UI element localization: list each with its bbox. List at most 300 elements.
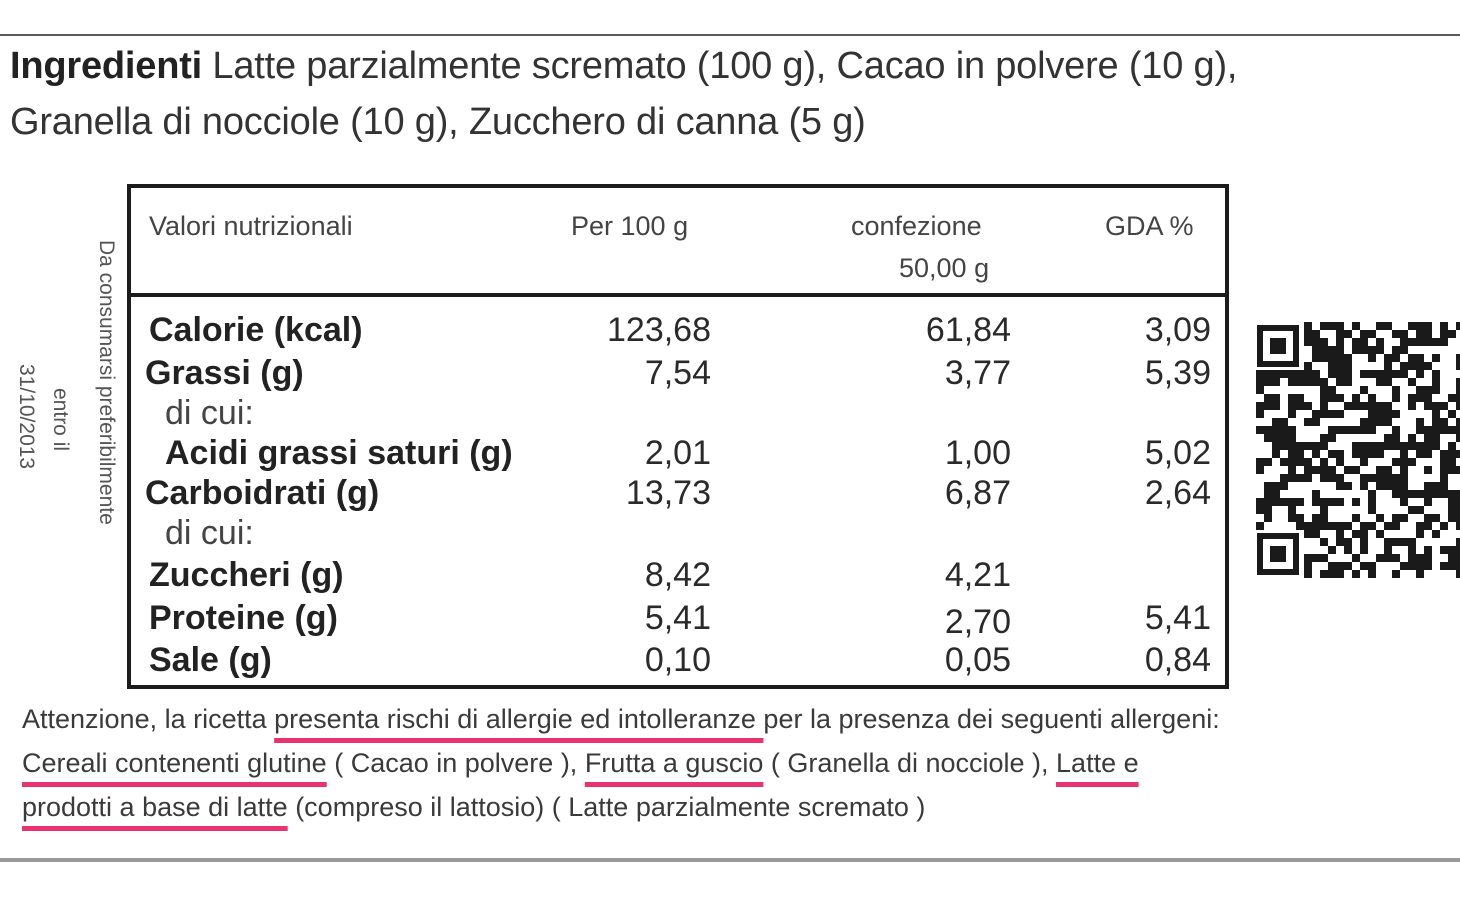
- qr-module: [1328, 570, 1336, 578]
- qr-module: [1360, 450, 1368, 458]
- qr-module: [1344, 466, 1352, 474]
- qr-module: [1392, 458, 1400, 466]
- ingredients-list-1: Latte parzialmente scremato (100 g), Cacao in polvere (10 g),: [212, 45, 1238, 87]
- qr-module: [1416, 322, 1424, 330]
- qr-module: [1456, 546, 1460, 554]
- qr-module: [1368, 346, 1376, 354]
- qr-module: [1304, 370, 1312, 378]
- qr-module: [1336, 426, 1344, 434]
- qr-module: [1336, 410, 1344, 418]
- qr-module: [1424, 490, 1432, 498]
- qr-module: [1360, 530, 1368, 538]
- qr-module: [1328, 362, 1336, 370]
- table-row: [131, 513, 1225, 553]
- qr-module: [1352, 450, 1360, 458]
- qr-module: [1376, 346, 1384, 354]
- qr-module: [1416, 522, 1424, 530]
- qr-module: [1320, 346, 1328, 354]
- qr-module: [1328, 562, 1336, 570]
- qr-module: [1344, 482, 1352, 490]
- qr-module: [1256, 498, 1264, 506]
- qr-module: [1408, 354, 1416, 362]
- qr-module: [1384, 466, 1392, 474]
- qr-module: [1328, 354, 1336, 362]
- qr-module: [1376, 466, 1384, 474]
- ingredients-list-2: Granella di nocciole (10 g), Zucchero di canna (5 g): [10, 101, 866, 143]
- qr-module: [1448, 410, 1456, 418]
- qr-module: [1336, 378, 1344, 386]
- qr-module: [1400, 362, 1408, 370]
- qr-module: [1384, 378, 1392, 386]
- qr-module: [1416, 338, 1424, 346]
- qr-module: [1376, 450, 1384, 458]
- qr-module: [1256, 378, 1264, 386]
- qr-module: [1448, 394, 1456, 402]
- qr-module: [1320, 354, 1328, 362]
- qr-module: [1288, 410, 1296, 418]
- qr-module: [1304, 458, 1312, 466]
- qr-module: [1352, 322, 1360, 330]
- qr-module: [1400, 450, 1408, 458]
- qr-module: [1312, 354, 1320, 362]
- row-gda: 5,02: [1144, 434, 1211, 472]
- table-row: [131, 473, 1225, 513]
- qr-module: [1408, 538, 1416, 546]
- qr-module: [1296, 370, 1304, 378]
- row-label: Acidi grassi saturi (g): [165, 434, 513, 472]
- qr-module: [1328, 370, 1336, 378]
- qr-module: [1456, 402, 1460, 410]
- qr-module: [1376, 442, 1384, 450]
- qr-module: [1304, 570, 1312, 578]
- qr-module: [1344, 378, 1352, 386]
- row-pack: 1,00: [944, 434, 1011, 472]
- qr-module: [1392, 386, 1400, 394]
- qr-module: [1416, 562, 1424, 570]
- row-per100: 13,73: [625, 474, 711, 512]
- qr-module: [1352, 426, 1360, 434]
- qr-module: [1440, 522, 1448, 530]
- qr-module: [1432, 378, 1440, 386]
- qr-module: [1280, 370, 1288, 378]
- qr-module: [1264, 506, 1272, 514]
- qr-module: [1440, 546, 1448, 554]
- row-pack: 4,21: [944, 556, 1011, 594]
- qr-module: [1384, 362, 1392, 370]
- qr-module: [1416, 426, 1424, 434]
- qr-module: [1440, 322, 1448, 330]
- qr-module: [1288, 506, 1296, 514]
- qr-module: [1328, 466, 1336, 474]
- qr-module: [1432, 338, 1440, 346]
- qr-module: [1352, 554, 1360, 562]
- top-border: [0, 34, 1460, 36]
- qr-module: [1272, 482, 1280, 490]
- qr-module: [1272, 402, 1280, 410]
- qr-module: [1456, 466, 1460, 474]
- qr-module: [1448, 458, 1456, 466]
- qr-module: [1424, 498, 1432, 506]
- nutrition-table: [127, 184, 1229, 689]
- qr-module: [1352, 570, 1360, 578]
- qr-module: [1336, 346, 1344, 354]
- qr-module: [1272, 450, 1280, 458]
- qr-module: [1376, 402, 1384, 410]
- qr-module: [1280, 442, 1288, 450]
- qr-module: [1264, 514, 1272, 522]
- qr-module: [1368, 354, 1376, 362]
- qr-module: [1368, 410, 1376, 418]
- qr-module: [1344, 370, 1352, 378]
- qr-module: [1424, 394, 1432, 402]
- qr-module: [1384, 434, 1392, 442]
- qr-module: [1272, 370, 1280, 378]
- qr-module: [1432, 434, 1440, 442]
- qr-module: [1312, 330, 1320, 338]
- qr-module: [1264, 482, 1272, 490]
- qr-module: [1432, 370, 1440, 378]
- qr-module: [1416, 370, 1424, 378]
- qr-module: [1416, 450, 1424, 458]
- qr-module: [1392, 514, 1400, 522]
- qr-module: [1264, 394, 1272, 402]
- qr-module: [1408, 378, 1416, 386]
- highlight-milk: Latte e: [1056, 748, 1139, 778]
- qr-module: [1376, 338, 1384, 346]
- qr-module: [1392, 482, 1400, 490]
- highlight-nuts: Frutta a guscio: [584, 748, 764, 778]
- qr-module: [1256, 370, 1264, 378]
- qr-module: [1368, 394, 1376, 402]
- warning-text-3: ( Cacao in polvere ),: [326, 748, 585, 778]
- warning-line-1: [22, 697, 1458, 741]
- qr-module: [1456, 426, 1460, 434]
- qr-module: [1392, 370, 1400, 378]
- qr-module: [1336, 482, 1344, 490]
- row-pack: 61,84: [925, 311, 1011, 349]
- qr-module: [1424, 426, 1432, 434]
- qr-module: [1320, 394, 1328, 402]
- qr-module: [1344, 522, 1352, 530]
- qr-module: [1320, 434, 1328, 442]
- qr-module: [1416, 362, 1424, 370]
- qr-module: [1448, 554, 1456, 562]
- qr-module: [1256, 410, 1264, 418]
- expiry-date: 31/10/2013: [15, 364, 38, 470]
- qr-module: [1328, 322, 1336, 330]
- qr-module: [1264, 458, 1272, 466]
- table-row: [131, 640, 1225, 680]
- qr-module: [1360, 458, 1368, 466]
- header-per100: Per 100 g: [571, 211, 689, 241]
- qr-module: [1328, 450, 1336, 458]
- qr-module: [1352, 338, 1360, 346]
- qr-module: [1448, 490, 1456, 498]
- qr-module: [1320, 378, 1328, 386]
- qr-module: [1312, 514, 1320, 522]
- qr-module: [1280, 498, 1288, 506]
- qr-module: [1392, 330, 1400, 338]
- qr-module: [1424, 434, 1432, 442]
- qr-module: [1296, 522, 1304, 530]
- qr-module: [1304, 402, 1312, 410]
- qr-module: [1440, 458, 1448, 466]
- qr-module: [1304, 322, 1312, 330]
- qr-module: [1432, 402, 1440, 410]
- qr-module: [1344, 426, 1352, 434]
- qr-module: [1408, 554, 1416, 562]
- qr-module: [1344, 402, 1352, 410]
- bottom-border: [0, 858, 1460, 862]
- qr-module: [1440, 426, 1448, 434]
- row-gda: 2,64: [1144, 474, 1211, 512]
- qr-module: [1352, 402, 1360, 410]
- qr-module: [1432, 426, 1440, 434]
- qr-module: [1392, 554, 1400, 562]
- qr-module: [1336, 498, 1344, 506]
- qr-module: [1392, 570, 1400, 578]
- qr-module: [1296, 474, 1304, 482]
- qr-module: [1312, 530, 1320, 538]
- qr-module: [1368, 370, 1376, 378]
- qr-module: [1400, 482, 1408, 490]
- qr-module: [1416, 554, 1424, 562]
- qr-module: [1432, 482, 1440, 490]
- qr-module: [1376, 378, 1384, 386]
- qr-module: [1424, 330, 1432, 338]
- qr-module: [1328, 426, 1336, 434]
- qr-module: [1304, 554, 1312, 562]
- qr-module: [1336, 330, 1344, 338]
- qr-module: [1304, 362, 1312, 370]
- qr-module: [1336, 450, 1344, 458]
- qr-module: [1288, 450, 1296, 458]
- qr-module: [1360, 418, 1368, 426]
- qr-module: [1432, 386, 1440, 394]
- qr-module: [1456, 386, 1460, 394]
- qr-module: [1336, 474, 1344, 482]
- qr-module: [1336, 322, 1344, 330]
- qr-module: [1456, 522, 1460, 530]
- row-per100: 8,42: [644, 556, 711, 594]
- qr-module: [1336, 394, 1344, 402]
- row-label: Calorie (kcal): [149, 311, 363, 349]
- qr-module: [1400, 466, 1408, 474]
- qr-module: [1344, 562, 1352, 570]
- qr-module: [1312, 346, 1320, 354]
- qr-module: [1424, 466, 1432, 474]
- row-gda: 0,84: [1144, 641, 1211, 679]
- qr-module: [1320, 322, 1328, 330]
- table-row: [131, 353, 1225, 393]
- qr-module: [1352, 498, 1360, 506]
- qr-module: [1352, 530, 1360, 538]
- qr-module: [1384, 546, 1392, 554]
- header-rule: [131, 293, 1225, 297]
- qr-module: [1272, 434, 1280, 442]
- qr-module: [1328, 522, 1336, 530]
- qr-module: [1400, 370, 1408, 378]
- qr-module: [1328, 434, 1336, 442]
- qr-module: [1312, 338, 1320, 346]
- highlight-allergy-risk: presenta rischi di allergie ed intolleranze: [274, 704, 764, 734]
- qr-module: [1336, 362, 1344, 370]
- qr-module: [1424, 546, 1432, 554]
- qr-module: [1336, 370, 1344, 378]
- header-label: Valori nutrizionali: [149, 211, 353, 241]
- row-label: Carboidrati (g): [145, 474, 380, 512]
- qr-module: [1384, 522, 1392, 530]
- qr-module: [1288, 434, 1296, 442]
- qr-module: [1336, 530, 1344, 538]
- row-per100: 0,10: [644, 641, 711, 679]
- qr-module: [1392, 434, 1400, 442]
- qr-module: [1336, 338, 1344, 346]
- qr-module: [1424, 514, 1432, 522]
- qr-module: [1368, 490, 1376, 498]
- allergen-warning: [22, 697, 1458, 829]
- qr-module: [1440, 418, 1448, 426]
- qr-module: [1392, 474, 1400, 482]
- qr-module: [1280, 418, 1288, 426]
- qr-module: [1440, 466, 1448, 474]
- qr-module: [1288, 426, 1296, 434]
- qr-module: [1328, 346, 1336, 354]
- qr-module: [1320, 386, 1328, 394]
- table-row: [131, 310, 1225, 350]
- qr-module: [1368, 474, 1376, 482]
- qr-module: [1424, 322, 1432, 330]
- qr-module: [1272, 498, 1280, 506]
- qr-module: [1320, 474, 1328, 482]
- ingredients-label: Ingredienti: [10, 45, 203, 87]
- qr-module: [1360, 426, 1368, 434]
- qr-module: [1312, 370, 1320, 378]
- qr-module: [1424, 442, 1432, 450]
- qr-module: [1360, 546, 1368, 554]
- qr-module: [1416, 330, 1424, 338]
- qr-module: [1360, 346, 1368, 354]
- header-pack-line1: confezione: [851, 211, 982, 241]
- qr-module: [1328, 498, 1336, 506]
- qr-module: [1304, 474, 1312, 482]
- qr-module: [1424, 450, 1432, 458]
- qr-module: [1360, 330, 1368, 338]
- qr-module: [1336, 538, 1344, 546]
- qr-module: [1440, 402, 1448, 410]
- qr-module: [1368, 498, 1376, 506]
- qr-module: [1424, 338, 1432, 346]
- qr-module: [1368, 570, 1376, 578]
- qr-module: [1320, 402, 1328, 410]
- qr-module: [1320, 498, 1328, 506]
- qr-module: [1376, 482, 1384, 490]
- qr-module: [1280, 434, 1288, 442]
- expiry-line-1: Da consumarsi preferibilmente: [95, 240, 118, 525]
- qr-module: [1264, 498, 1272, 506]
- qr-module: [1264, 434, 1272, 442]
- qr-module: [1368, 426, 1376, 434]
- qr-module: [1448, 514, 1456, 522]
- qr-module: [1320, 538, 1328, 546]
- qr-module: [1360, 402, 1368, 410]
- qr-module: [1448, 498, 1456, 506]
- qr-module: [1408, 362, 1416, 370]
- qr-module: [1360, 482, 1368, 490]
- row-per100: 2,01: [644, 434, 711, 472]
- qr-module: [1416, 386, 1424, 394]
- qr-module: [1408, 546, 1416, 554]
- qr-module: [1424, 402, 1432, 410]
- qr-module: [1384, 482, 1392, 490]
- qr-module: [1304, 522, 1312, 530]
- qr-module: [1344, 330, 1352, 338]
- qr-module: [1384, 538, 1392, 546]
- qr-module: [1392, 522, 1400, 530]
- table-row: [131, 393, 1225, 433]
- qr-module: [1424, 562, 1432, 570]
- qr-module: [1408, 506, 1416, 514]
- highlight-gluten: Cereali contenenti glutine: [22, 748, 327, 778]
- qr-module: [1416, 490, 1424, 498]
- row-per100: 7,54: [644, 354, 711, 392]
- qr-module: [1416, 530, 1424, 538]
- qr-module: [1264, 426, 1272, 434]
- qr-module: [1400, 538, 1408, 546]
- qr-module: [1448, 442, 1456, 450]
- qr-code-icon: [1256, 322, 1460, 578]
- qr-module: [1440, 450, 1448, 458]
- qr-module: [1352, 442, 1360, 450]
- qr-module: [1440, 474, 1448, 482]
- header-gda: GDA %: [1105, 211, 1194, 241]
- qr-module: [1312, 378, 1320, 386]
- qr-module: [1424, 482, 1432, 490]
- qr-module: [1296, 394, 1304, 402]
- qr-module: [1368, 418, 1376, 426]
- qr-module: [1272, 378, 1280, 386]
- qr-module: [1408, 322, 1416, 330]
- warning-text-5: (compreso il lattosio) ( Latte parzialmente scremato ): [287, 792, 926, 822]
- qr-module: [1440, 562, 1448, 570]
- qr-module: [1384, 370, 1392, 378]
- qr-module: [1376, 418, 1384, 426]
- qr-module: [1296, 378, 1304, 386]
- qr-module: [1376, 410, 1384, 418]
- qr-module: [1352, 466, 1360, 474]
- table-row: [131, 598, 1225, 641]
- qr-module: [1288, 394, 1296, 402]
- qr-module: [1320, 522, 1328, 530]
- qr-module: [1456, 322, 1460, 330]
- qr-module: [1368, 506, 1376, 514]
- ingredients-line-1: [10, 38, 1450, 94]
- warning-text-1: Attenzione, la ricetta: [22, 704, 275, 734]
- qr-module: [1256, 386, 1264, 394]
- qr-module: [1456, 418, 1460, 426]
- qr-module: [1408, 562, 1416, 570]
- qr-module: [1440, 490, 1448, 498]
- qr-module: [1256, 426, 1264, 434]
- qr-module: [1280, 482, 1288, 490]
- qr-module: [1400, 442, 1408, 450]
- qr-module: [1456, 450, 1460, 458]
- row-label: di cui:: [165, 514, 254, 552]
- qr-module: [1336, 562, 1344, 570]
- qr-module: [1352, 346, 1360, 354]
- qr-module: [1376, 514, 1384, 522]
- qr-module: [1408, 338, 1416, 346]
